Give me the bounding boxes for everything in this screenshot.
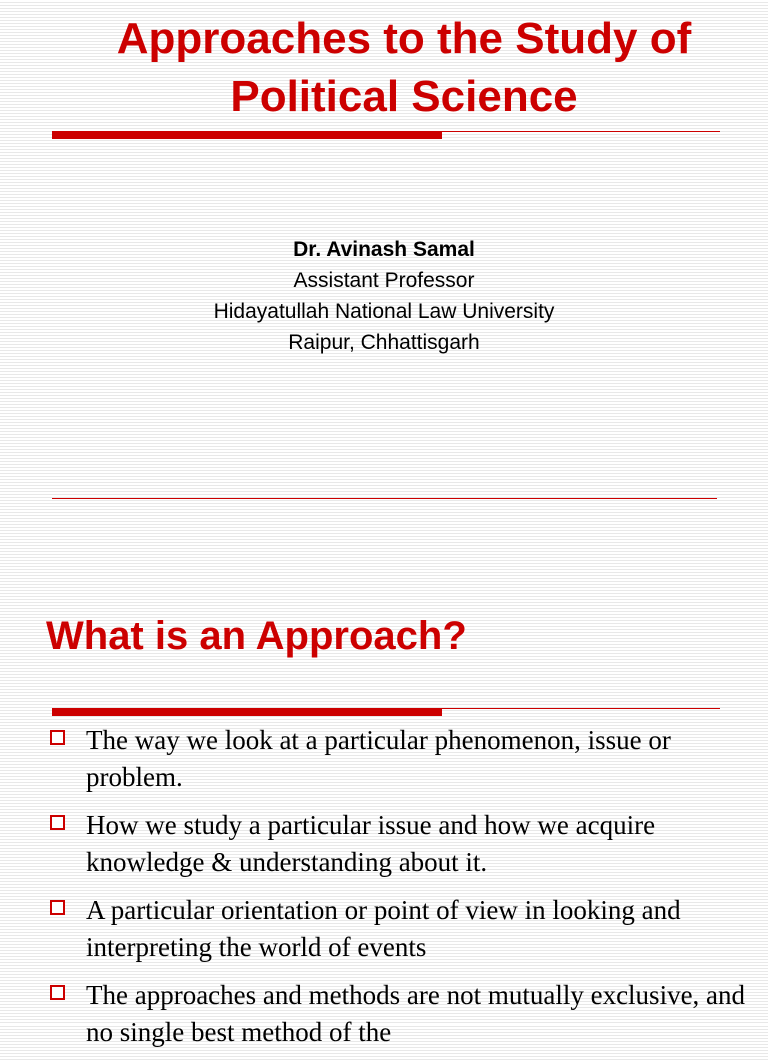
author-name: Dr. Avinash Samal xyxy=(293,238,475,261)
list-item xyxy=(46,977,756,1051)
list-item xyxy=(46,892,756,966)
bullet-text: A particular orientation or point of view in looking and interpreting the world of events xyxy=(86,895,681,962)
bullet-text: The way we look at a particular phenomenon, issue or problem. xyxy=(86,725,671,792)
author-institution: Hidayatullah National Law University xyxy=(213,300,555,323)
slide-definition xyxy=(0,520,768,1047)
slide-heading: What is an Approach? xyxy=(46,614,467,658)
hollow-square-bullet-icon xyxy=(50,730,65,745)
slide-title-heading: Approaches to the Study of Political Science xyxy=(116,14,692,121)
bullet-list xyxy=(46,722,756,1062)
heading-underline-thick xyxy=(52,708,442,716)
slide-title xyxy=(0,0,768,520)
heading-underline-thin xyxy=(442,708,720,709)
list-item xyxy=(46,722,756,796)
hollow-square-bullet-icon xyxy=(50,815,65,830)
hollow-square-bullet-icon xyxy=(50,985,65,1000)
list-item xyxy=(46,807,756,881)
title-underline-thick xyxy=(52,131,442,139)
bullet-text: The approaches and methods are not mutually exclusive, and no single best method of the xyxy=(86,980,746,1047)
hollow-square-bullet-icon xyxy=(50,900,65,915)
author-position: Assistant Professor xyxy=(293,269,475,292)
author-location: Raipur, Chhattisgarh xyxy=(288,331,480,354)
author-block xyxy=(0,234,768,358)
slide-divider xyxy=(52,498,717,499)
title-underline-thin xyxy=(442,131,720,132)
bullet-text: How we study a particular issue and how we acquire knowledge & understanding about it. xyxy=(86,810,656,877)
